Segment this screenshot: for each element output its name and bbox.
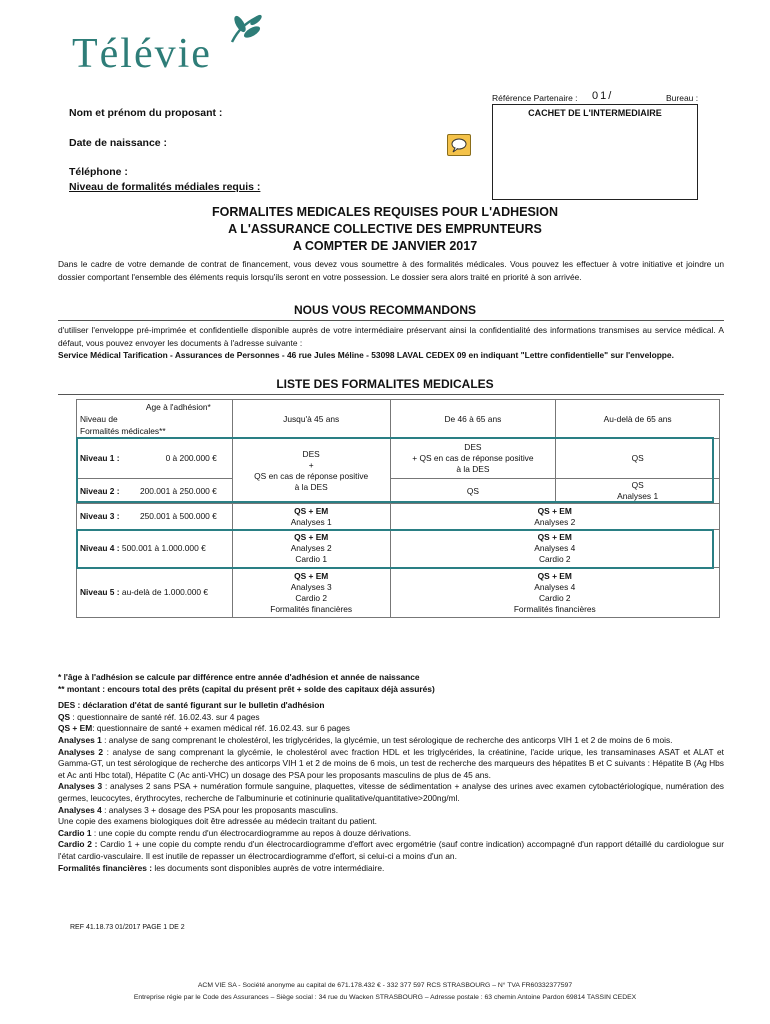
cell-line: QS + EM — [294, 570, 329, 581]
title-line-1: FORMALITES MEDICALES REQUISES POUR L'ADHESION — [211, 205, 559, 219]
cell-bc3 — [390, 504, 719, 530]
cachet-box[interactable] — [492, 104, 698, 200]
niveau-1-range: 0 à 200.000 € — [165, 453, 217, 463]
corner-niveau: Niveau de — [80, 414, 118, 424]
cell-line: QS + EM — [294, 505, 329, 516]
note-age: * l'âge à l'adhésion se calcule par différence entre année d'adhésion et année de naissance — [58, 672, 420, 682]
note-ff — [58, 863, 724, 875]
cell-line: Formalités financières — [513, 603, 596, 614]
formalites-table — [76, 399, 720, 618]
footer-line-1: ACM VIE SA - Société anonyme au capital de 671.178.432 € - 332 377 597 RCS STRASBOURG – N° TVA FR60332377597 — [197, 982, 573, 989]
col-header: De 46 à 65 ans — [390, 400, 556, 439]
note-key: Analyses 1 — [58, 734, 102, 745]
cell-line: Analyses 1 — [617, 491, 659, 501]
notes-block — [58, 672, 724, 874]
niveau-4-range: 500.001 à 1.000.000 € — [121, 543, 206, 553]
cell-line: Cardio 2 — [538, 554, 571, 564]
note-des: DES : déclaration d'état de santé figurant sur le bulletin d'adhésion — [58, 700, 325, 711]
note-value: : analyses 2 sans PSA + numération formule sanguine, plaquettes, vitesse de sédimentation + analyse des urines avec examen cytobactériologique, numération des germes, leucocytes, érythrocytes, recherche de l'albuminurie et cotininurie qualitative/quantitative>200ng/ml. — [58, 781, 724, 803]
comment-icon[interactable] — [447, 134, 471, 156]
recommend-title: NOUS VOUS RECOMMANDONS — [293, 303, 476, 317]
note-value: les documents sont disponibles auprès de votre intermédiaire. — [152, 862, 385, 873]
cell-line: Cardio 1 — [295, 554, 327, 564]
televie-logo: Télévie — [72, 31, 212, 77]
corner-formalites: Formalités médicales** — [80, 426, 166, 436]
niveau-5-label: Niveau 5 : — [80, 587, 120, 597]
cell-line: QS + EM — [537, 532, 572, 542]
divider — [58, 320, 724, 321]
cell-bc5 — [390, 568, 719, 618]
note-value: : questionnaire de santé + examen médical réf. 16.02.43. sur 6 pages — [92, 723, 350, 734]
cell-line: à la DES — [294, 482, 328, 492]
cell-line: + QS en cas de réponse positive — [412, 453, 534, 463]
niveau-2-label: Niveau 2 : — [80, 485, 120, 496]
cell-line: DES — [302, 449, 320, 459]
note-c2 — [58, 839, 724, 862]
cell-line: Analyses 4 — [534, 581, 576, 592]
note-key: Formalités financières : — [58, 862, 153, 873]
cachet-label: CACHET DE L'INTERMEDIAIRE — [528, 108, 662, 118]
tel-label: Téléphone : — [69, 166, 128, 178]
note-a3 — [58, 781, 724, 804]
note-value: : analyse de sang comprenant la glycémie, le cholestérol avec fraction HDL et les triglycérides, la créatinine, l'acide urique, les transaminases ASAT et ALAT et Gamma-GT, un test sérologique de recherche des anticorps VIH 1 et 2 de moins de 6 mois, un test de recherche des marqueurs des hépatites B et C suivants : Hépatite B (Ag Hbs et Ac anti Hbc total), Hépatite C (Ac anti-VHC) un dosage des PSA pour les proposants masculins de plus de 45 ans. — [58, 746, 724, 780]
note-key: QS — [58, 711, 71, 722]
cell-line: QS en cas de réponse positive — [254, 471, 369, 481]
cell-a3 — [232, 504, 390, 530]
cell-line: Analyses 1 — [290, 516, 332, 527]
note-em — [58, 723, 724, 735]
intro-paragraph: Dans le cadre de votre demande de contrat de financement, vous devez vous soumettre à des formalités médicales. Vous pouvez les effectuer à votre initiative et joindre un dossier comportant l'ensemble des éléments requis lorsqu'ils seront en votre possession. Le dossier sera alors traité en priorité à son arrivée. — [58, 259, 724, 282]
note-a1 — [58, 735, 724, 747]
niveau-3-cell — [77, 504, 233, 530]
note-value: : analyse de sang comprenant le cholestérol, les triglycérides, la glycémie, un test sérologique de recherche des anticorps VIH 1 et 2 de moins de 6 mois. — [101, 734, 673, 745]
note-key: Cardio 2 : — [58, 839, 98, 850]
footer-line-2: Entreprise régie par le Code des Assurances – Siège social : 34 rue du Wacken STRASBOURG – Adresse postale : 63 chemin Antoine Pardon 69814 TASSIN CEDEX — [133, 994, 637, 1001]
ref-line: REF 41.18.73 01/2017 PAGE 1 DE 2 — [70, 924, 185, 931]
cell-line: QS + EM — [537, 570, 572, 581]
recommend-address: Service Médical Tarification - Assurances de Personnes - 46 rue Jules Méline - 53098 LAVAL CEDEX 09 en indiquant "Lettre confidentielle" sur l'enveloppe. — [58, 350, 674, 360]
note-a2 — [58, 747, 724, 782]
note-key: Analyses 2 — [58, 746, 104, 757]
niveau-4-label: Niveau 4 : — [80, 543, 120, 553]
cell-line: + — [308, 460, 314, 470]
divider — [58, 394, 724, 395]
note-value: : une copie du compte rendu d'un électrocardiogramme au repos à douze dérivations. — [91, 827, 412, 838]
corner-age: Age à l'adhésion* — [145, 402, 211, 412]
niveau-label: Niveau de formalités médiales requis : — [69, 181, 261, 193]
note-qs — [58, 712, 724, 724]
cell-line: QS + EM — [294, 532, 329, 542]
note-key: QS + EM — [58, 723, 93, 734]
niveau-3-range: 250.001 à 500.000 € — [139, 511, 217, 521]
niveau-5-cell — [77, 568, 233, 618]
bureau-label: Bureau : — [666, 93, 699, 103]
note-montant: ** montant : encours total des prêts (capital du présent prêt + solde des capitaux déjà assurés) — [58, 683, 435, 694]
date-label: Date de naissance : — [69, 137, 168, 149]
cell-line: à la DES — [456, 464, 490, 474]
leaf-logo-icon — [226, 12, 266, 46]
note-key: Analyses 4 — [58, 804, 102, 815]
note-copy: Une copie des examens biologiques doit être adressée au médecin traitant du patient. — [58, 816, 377, 827]
niveau-5-range: au-delà de 1.000.000 € — [121, 587, 209, 597]
nom-label: Nom et prénom du proposant : — [69, 107, 223, 119]
highlight-frame — [76, 529, 714, 569]
title-line-2: A L'ASSURANCE COLLECTIVE DES EMPRUNTEURS — [228, 222, 542, 236]
cell-b2: QS — [390, 479, 556, 504]
note-a4 — [58, 805, 724, 817]
cell-line: Analyses 4 — [534, 543, 576, 553]
niveau-3-label: Niveau 3 : — [80, 511, 120, 521]
note-c1 — [58, 828, 724, 840]
cell-c1: QS — [556, 439, 720, 479]
cell-line: Cardio 2 — [295, 592, 327, 603]
cell-line: DES — [464, 442, 482, 452]
cell-line: Analyses 2 — [290, 543, 332, 553]
col-header: Jusqu'à 45 ans — [232, 400, 390, 439]
highlight-frame — [76, 437, 714, 503]
niveau-1-label: Niveau 1 : — [80, 453, 120, 463]
note-value: : analyses 3 + dosage des PSA pour les proposants masculins. — [101, 804, 339, 815]
cell-line: Cardio 2 — [538, 592, 571, 603]
recommend-text: d'utiliser l'enveloppe pré-imprimée et confidentielle disponible auprès de votre intermédiaire préservant ainsi la confidentialité des informations transmises au service médical. A défaut, vous pouvez envoyer les documents à l'adresse suivante : — [58, 325, 724, 348]
note-value: : questionnaire de santé réf. 16.02.43. sur 4 pages — [70, 711, 260, 722]
note-value: Cardio 1 + une copie du compte rendu d'un électrocardiogramme d'effort avec ergométrie (sauf contre indication) accompagné d'un rapport détaillé du cardiologue sur l'état cardio-vasculaire. Il est inutile de repasser un électrocardiogramme d'effort, si celui-ci a moins d'un an. — [58, 839, 724, 861]
niveau-2-range: 200.001 à 250.000 € — [139, 485, 217, 496]
corner-cell — [77, 400, 233, 439]
ref-label: Référence Partenaire : — [492, 93, 578, 103]
note-key: Cardio 1 — [58, 827, 92, 838]
cell-line: Analyses 2 — [534, 516, 576, 527]
cell-line: QS + EM — [537, 505, 572, 516]
title-line-3: A COMPTER DE JANVIER 2017 — [292, 239, 478, 253]
note-key: Analyses 3 — [58, 781, 103, 792]
cell-line: Formalités financières — [270, 603, 353, 614]
col-header: Au-delà de 65 ans — [556, 400, 720, 439]
cell-line: QS — [631, 480, 644, 490]
cell-line: Analyses 3 — [290, 581, 332, 592]
table-title: LISTE DES FORMALITES MEDICALES — [276, 377, 494, 391]
cell-a5 — [232, 568, 390, 618]
ref-value[interactable]: 01/ — [592, 90, 614, 102]
